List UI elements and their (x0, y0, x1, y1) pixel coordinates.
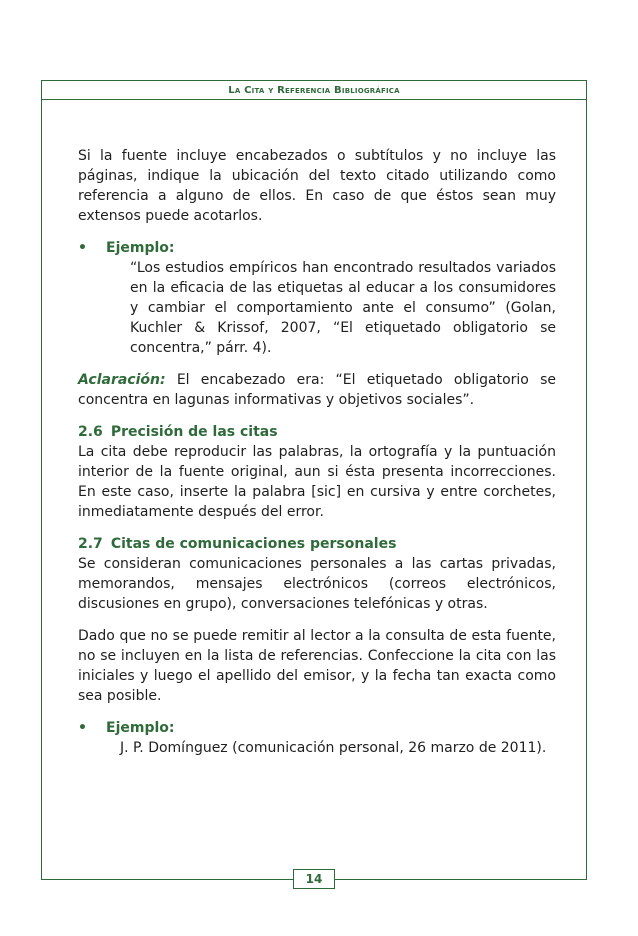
clarification-label: Aclaración: (78, 372, 166, 388)
section-number: 2.7 (78, 536, 103, 552)
example-citation: J. P. Domínguez (comunicación personal, 26 marzo de 2011). (120, 740, 547, 756)
section-text: Se consideran comunicaciones personales a las cartas privadas, memorandos, mensajes electrónicos (correos electrónicos, discusiones en grupo), conversaciones telefónicas y otras. (78, 556, 556, 612)
example-heading-1 (78, 238, 556, 258)
example-block-1 (78, 238, 556, 358)
clarification-text: El encabezado era: “El etiquetado obligatorio se concentra en lagunas informativas y objetivos sociales”. (78, 372, 556, 408)
bullet-icon: • (78, 240, 87, 256)
section-title: Citas de comunicaciones personales (110, 536, 397, 552)
clarification-paragraph (78, 370, 556, 410)
example-label: Ejemplo: (106, 720, 175, 736)
section-heading-2-7 (78, 534, 556, 554)
page-content (78, 146, 556, 758)
body-paragraph: Dado que no se puede remitir al lector a la consulta de esta fuente, no se incluyen en la lista de referencias. Confeccione la cita con las iniciales y luego el apellido del emisor, y la fecha tan exacta como sea posible. (78, 628, 556, 704)
intro-paragraph: Si la fuente incluye encabezados o subtítulos y no incluye las páginas, indique la ubicación del texto citado utilizando como referencia a alguno de ellos. En caso de que éstos sean muy extensos puede acotarlos. (78, 148, 556, 224)
section-title: Precisión de las citas (110, 424, 278, 440)
section-text: La cita debe reproducir las palabras, la ortografía y la puntuación interior de la fuente original, aun si ésta presenta incorrecciones. En este caso, inserte la palabra [sic] en cursiva y entre corchetes, inmediatamente después del error. (78, 444, 556, 520)
example-label: Ejemplo: (106, 240, 175, 256)
section-2-7 (78, 534, 556, 614)
section-2-6 (78, 422, 556, 522)
example-block-2 (78, 718, 556, 758)
section-number: 2.6 (78, 424, 103, 440)
example-heading-2 (78, 718, 556, 738)
running-header (41, 80, 587, 100)
page-number: 14 (293, 869, 335, 889)
section-heading-2-6 (78, 422, 556, 442)
header-title: La Cita y Referencia Bibliográfica (228, 84, 400, 96)
example-quote: “Los estudios empíricos han encontrado resultados variados en la eficacia de las etiquetas al educar a los consumidores y cambiar el comportamiento ante el consumo” (Golan, Kuchler & Krissof, 2007, “El etiquetado obligatorio se concentra,” párr. 4). (130, 260, 556, 356)
bullet-icon: • (78, 720, 87, 736)
